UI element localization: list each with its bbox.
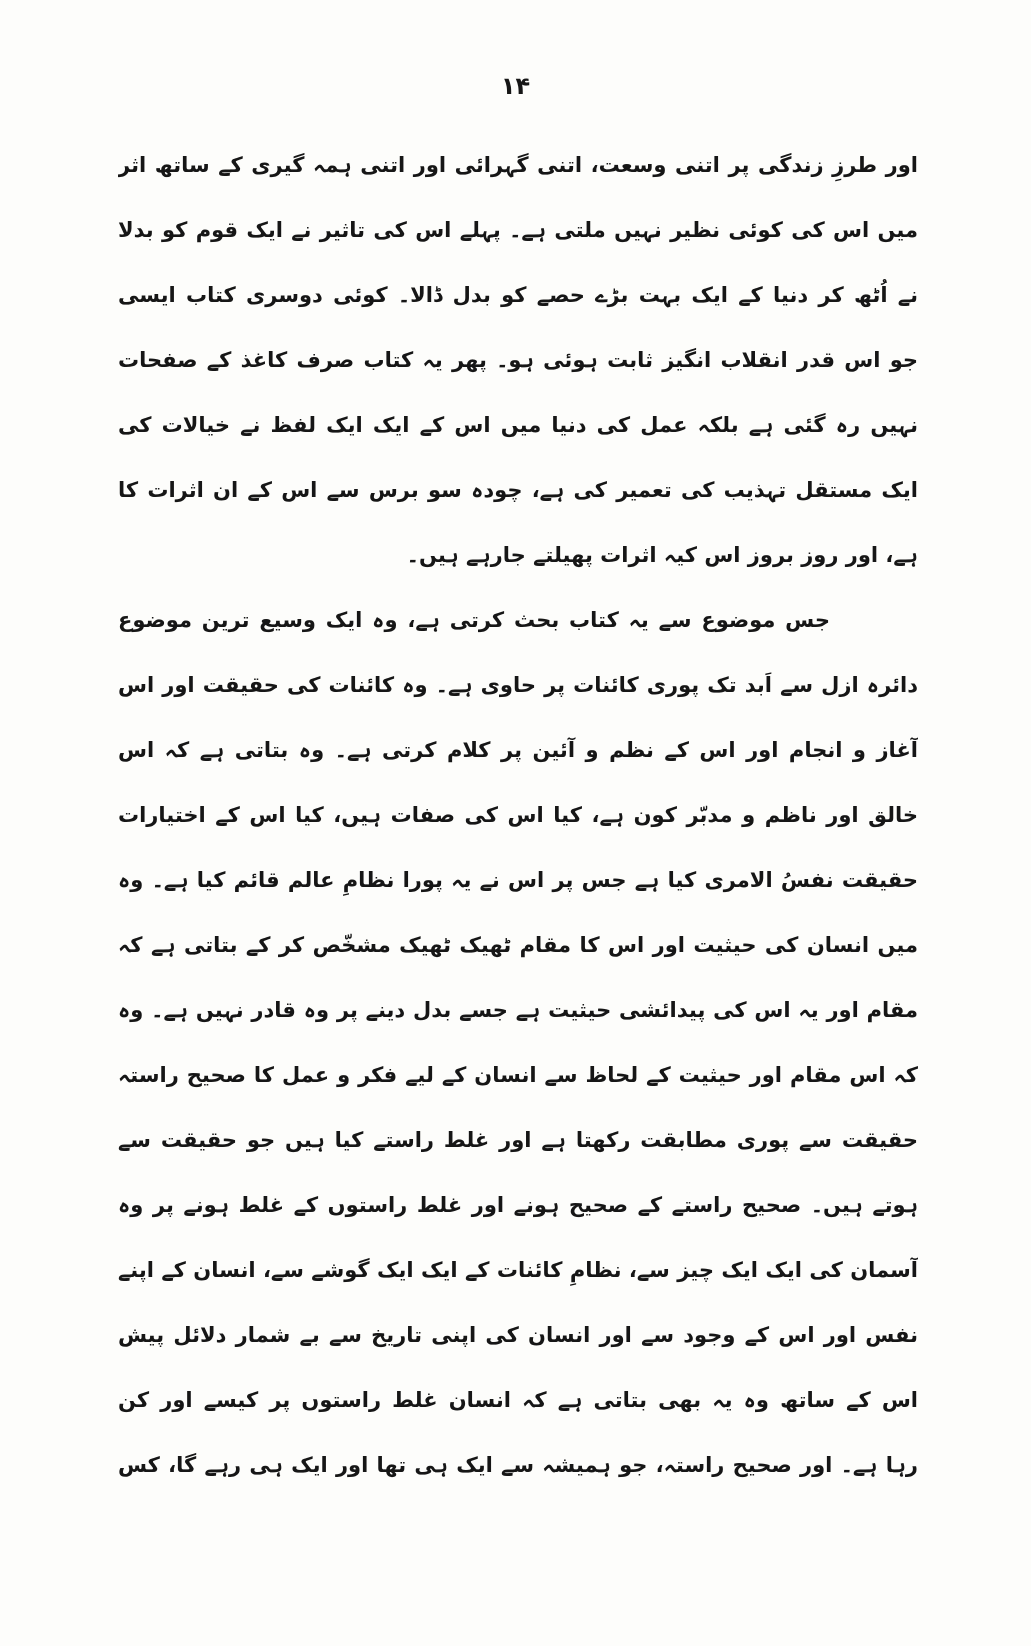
text-line: کہ اس مقام اور حیثیت کے لحاظ سے انسان کے لیے فکر و عمل کا صحیح راستہ [118,1063,918,1087]
body-text [118,133,918,1498]
text-line: ایک مستقل تہذیب کی تعمیر کی ہے، چودہ سو برس سے اس کے ان اثرات کا [118,478,918,502]
text-line: ہوتے ہیں۔ صحیح راستے کے صحیح ہونے اور غلط راستوں کے غلط ہونے پر وہ [118,1193,918,1217]
text-line: خالق اور ناظم و مدبّر کون ہے، کیا اس کی صفات ہیں، کیا اس کے اختیارات [118,803,918,827]
text-line: جس موضوع سے یہ کتاب بحث کرتی ہے، وہ ایک وسیع ترین موضوع [118,608,830,632]
text-line: نہیں رہ گئی ہے بلکہ عمل کی دنیا میں اس کے ایک ایک لفظ نے خیالات کی [118,413,918,437]
text-line: اور طرزِ زندگی پر اتنی وسعت، اتنی گہرائی اور اتنی ہمہ گیری کے ساتھ اثر [118,153,918,177]
page-number: ۱۴ [500,72,531,100]
text-line: اس کے ساتھ وہ یہ بھی بتاتی ہے کہ انسان غلط راستوں پر کیسے اور کن [118,1388,918,1412]
text-line: نفس اور اس کے وجود سے اور انسان کی اپنی تاریخ سے بے شمار دلائل پیش [118,1323,918,1347]
text-line: مقام اور یہ اس کی پیدائشی حیثیت ہے جسے بدل دینے پر وہ قادر نہیں ہے۔ وہ [118,998,918,1022]
text-line: نے اُٹھ کر دنیا کے ایک بہت بڑے حصے کو بدل ڈالا۔ کوئی دوسری کتاب ایسی [118,283,918,307]
text-line: رہا ہے۔ اور صحیح راستہ، جو ہمیشہ سے ایک ہی تھا اور ایک ہی رہے گا، کس [118,1453,918,1477]
text-line: آغاز و انجام اور اس کے نظم و آئین پر کلام کرتی ہے۔ وہ بتاتی ہے کہ اس [118,738,918,762]
text-line: دائرہ ازل سے اَبد تک پوری کائنات پر حاوی ہے۔ وہ کائنات کی حقیقت اور اس [118,673,918,697]
text-line: جو اس قدر انقلاب انگیز ثابت ہوئی ہو۔ پھر یہ کتاب صرف کاغذ کے صفحات [118,348,918,372]
text-line: حقیقت سے پوری مطابقت رکھتا ہے اور غلط راستے کیا ہیں جو حقیقت سے [118,1128,918,1152]
text-line: حقیقت نفسُ الامری کیا ہے جس پر اس نے یہ پورا نظامِ عالم قائم کیا ہے۔ وہ [118,868,918,892]
text-line: میں انسان کی حیثیت اور اس کا مقام ٹھیک ٹھیک مشخّص کر کے بتاتی ہے کہ [118,933,918,957]
text-line: ہے، اور روز بروز اس کیہ اثرات پھیلتے جارہے ہیں۔ [406,543,918,567]
text-line: میں اس کی کوئی نظیر نہیں ملتی ہے۔ پہلے اس کی تاثیر نے ایک قوم کو بدلا [118,218,918,242]
text-line: آسمان کی ایک ایک چیز سے، نظامِ کائنات کے ایک ایک گوشے سے، انسان کے اپنے [118,1258,918,1282]
